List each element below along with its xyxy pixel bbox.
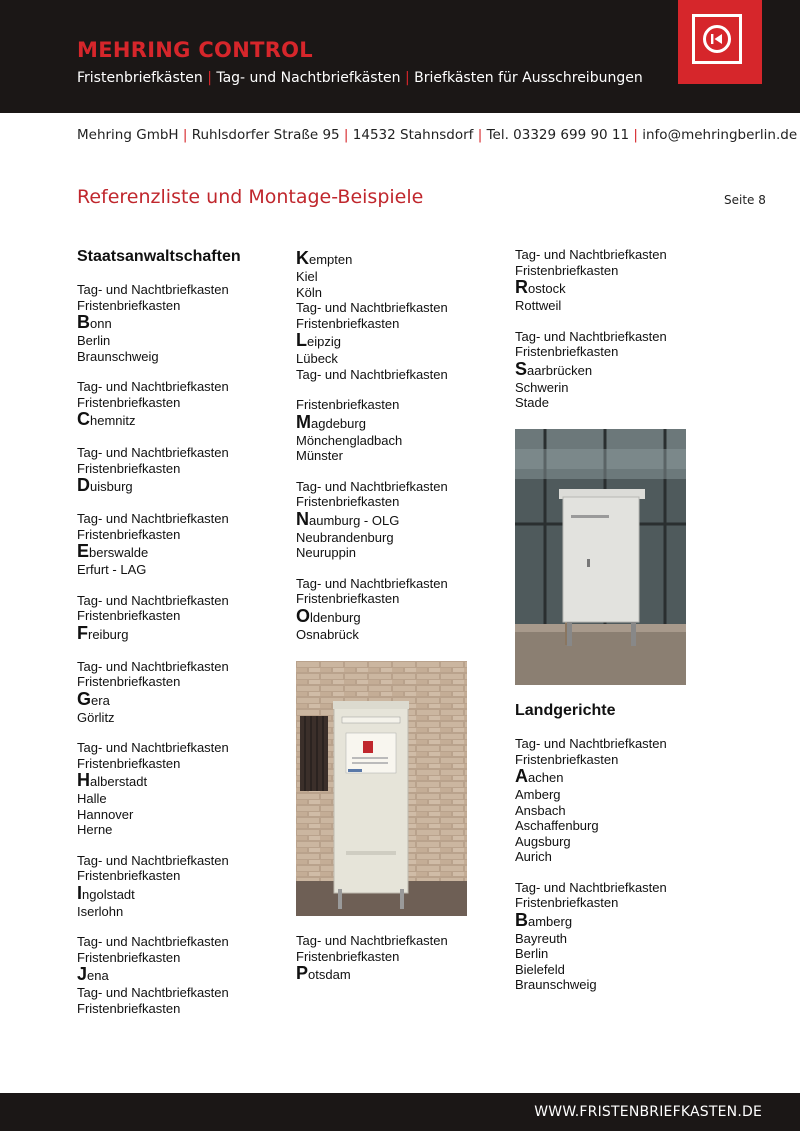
list-item: Tag- und Nachtbriefkasten [296, 478, 448, 494]
list-item: Tag- und Nachtbriefkasten [515, 328, 667, 344]
initial-letter: G [77, 688, 92, 709]
list-item: Lübeck [296, 351, 338, 366]
list-item: Ansbach [515, 802, 566, 818]
city-rest: ena [87, 968, 109, 983]
list-item: Fristenbriefkasten [77, 526, 181, 542]
list-item: Kiel [296, 269, 318, 284]
list-item: Amberg [515, 787, 561, 802]
list-item: Aschaffenburg [515, 818, 599, 833]
list-item: Berlin [77, 333, 111, 348]
street: Ruhlsdorfer Straße 95 [191, 127, 340, 143]
city-rest: aumburg - OLG [309, 512, 400, 528]
list-item: Fristenbriefkasten [77, 868, 181, 883]
list-item: Tag- und Nachtbriefkasten [77, 379, 229, 394]
initial-letter: S [515, 358, 528, 379]
initial-letter: D [77, 475, 90, 495]
city-rest: alberstadt [90, 774, 148, 789]
city-rest: eipzig [307, 334, 341, 349]
list-item: Neuruppin [296, 545, 356, 560]
page-title: Referenzliste und Montage-Beispiele [77, 186, 424, 208]
initial-letter: E [77, 541, 90, 561]
list-item: Tag- und Nachtbriefkasten [77, 658, 229, 674]
list-item: Schwerin [515, 379, 569, 395]
initial-letter: O [296, 605, 311, 626]
list-item: Fristenbriefkasten [77, 949, 181, 965]
list-item: Tag- und Nachtbriefkasten [296, 933, 448, 948]
city-entry [515, 767, 667, 787]
list-item: Fristenbriefkasten [296, 591, 400, 606]
list-item: Erfurt - LAG [77, 562, 147, 577]
initial-letter: A [515, 766, 528, 786]
initial-letter: B [77, 312, 90, 332]
city-entry [77, 542, 241, 562]
city-rest: uisburg [90, 479, 133, 494]
brand-name: MEHRING CONTROL [77, 38, 313, 62]
initial-letter: B [515, 909, 528, 930]
list-item: Fristenbriefkasten [296, 315, 400, 331]
company-logo-icon [678, 0, 762, 84]
list-item: Tag- und Nachtbriefkasten [77, 282, 229, 297]
spacer [77, 496, 241, 511]
city-rest: ngolstadt [82, 886, 135, 902]
list-item: Köln [296, 284, 323, 300]
spacer [296, 382, 448, 397]
city-rest: onn [90, 316, 112, 331]
initial-letter: F [77, 622, 88, 643]
list-item: Tag- und Nachtbriefkasten [77, 985, 229, 1000]
city-rest: ldenburg [310, 609, 361, 625]
list-item: Braunschweig [77, 348, 159, 364]
list-item: Stade [515, 395, 549, 410]
list-item: Berlin [515, 946, 549, 961]
list-item: Neubrandenburg [296, 529, 394, 545]
list-item: Tag- und Nachtbriefkasten [515, 247, 667, 262]
list-item: Görlitz [77, 709, 115, 725]
spacer [77, 430, 241, 445]
spacer [77, 838, 241, 853]
city-rest: otsdam [308, 967, 351, 982]
list-item: Rottweil [515, 298, 562, 313]
list-item: Mönchengladbach [296, 432, 403, 448]
section-heading: Landgerichte [515, 702, 616, 719]
city-entry [515, 278, 667, 298]
list-item: Osnabrück [296, 626, 359, 642]
list-item: Tag- und Nachtbriefkasten [77, 852, 229, 868]
list-item: Iserlohn [77, 903, 124, 919]
city-entry [77, 476, 241, 496]
city-rest: agdeburg [311, 415, 366, 431]
tagline: Fristenbriefkästen | Tag- und Nachtbriefkästen | Briefkästen für Ausschreibungen [77, 70, 643, 86]
tagline-item: Fristenbriefkästen [77, 70, 203, 86]
header-bar [0, 0, 800, 113]
city-entry [296, 413, 448, 433]
city-entry [296, 510, 448, 530]
city-rest: empten [309, 252, 353, 267]
city-rest: hemnitz [90, 413, 136, 428]
list-item: Fristenbriefkasten [77, 394, 181, 410]
contact-line: Mehring GmbH | Ruhlsdorfer Straße 95 | 14532 Stahnsdorf | Tel. 03329 699 90 11 | info@mehringberlin.de [77, 127, 798, 143]
footer-bar [0, 1093, 800, 1131]
city-entry [296, 249, 448, 269]
spacer [296, 464, 448, 479]
column-right-bottom [515, 702, 667, 993]
initial-letter: L [296, 330, 307, 350]
section-heading: Staatsanwaltschaften [77, 248, 241, 265]
list-item: Tag- und Nachtbriefkasten [77, 445, 229, 460]
city-entry [77, 884, 241, 904]
city-entry [77, 771, 241, 791]
initial-letter: J [77, 964, 88, 984]
list-item: Fristenbriefkasten [515, 262, 619, 278]
list-item: Tag- und Nachtbriefkasten [77, 740, 229, 755]
city-rest: achen [528, 770, 564, 785]
list-item: Tag- und Nachtbriefkasten [77, 934, 229, 949]
city: 14532 Stahnsdorf [352, 127, 474, 143]
list-item: Fristenbriefkasten [515, 344, 619, 359]
list-item: Fristenbriefkasten [77, 608, 181, 623]
city-rest: era [91, 692, 110, 708]
list-item: Tag- und Nachtbriefkasten [296, 300, 448, 315]
initial-letter: P [296, 963, 309, 983]
list-item: Fristenbriefkasten [77, 674, 181, 689]
city-entry [296, 607, 448, 627]
list-item: Fristenbriefkasten [77, 1000, 181, 1016]
list-item: Münster [296, 448, 343, 463]
list-item: Tag- und Nachtbriefkasten [515, 736, 667, 751]
letterbox-photo-glass [515, 429, 686, 685]
column-right-top [515, 247, 667, 411]
letterbox-photo-brick [296, 661, 467, 916]
spacer [77, 364, 241, 379]
initial-letter: R [515, 277, 528, 297]
list-item: Fristenbriefkasten [515, 751, 619, 767]
list-item: Bielefeld [515, 961, 565, 977]
page-number: Seite 8 [724, 193, 766, 207]
tagline-item: Tag- und Nachtbriefkästen [216, 70, 401, 86]
list-item: Braunschweig [515, 977, 597, 992]
column-middle [296, 249, 448, 642]
list-item: Tag- und Nachtbriefkasten [77, 592, 229, 608]
phone: Tel. 03329 699 90 11 [486, 127, 630, 143]
spacer [515, 314, 667, 329]
city-rest: berswalde [89, 545, 149, 560]
website-link[interactable]: WWW.FRISTENBRIEFKASTEN.DE [534, 1104, 762, 1120]
list-item: Tag- und Nachtbriefkasten [515, 879, 667, 895]
list-item: Fristenbriefkasten [296, 948, 400, 964]
spacer [77, 919, 241, 934]
list-item: Hannover [77, 806, 134, 822]
list-item: Fristenbriefkasten [77, 297, 181, 313]
list-item: Fristenbriefkasten [296, 494, 400, 509]
city-rest: ostock [528, 281, 566, 296]
spacer [77, 725, 241, 740]
city-rest: reiburg [88, 626, 129, 642]
list-item: Augsburg [515, 833, 571, 849]
city-entry [515, 911, 667, 931]
list-item: Fristenbriefkasten [77, 460, 181, 476]
city-entry [77, 624, 241, 644]
initial-letter: N [296, 508, 309, 529]
city-entry [77, 965, 241, 985]
initial-letter: I [77, 882, 83, 903]
tagline-item: Briefkästen für Ausschreibungen [414, 70, 643, 86]
list-item: Tag- und Nachtbriefkasten [77, 511, 229, 526]
list-item: Aurich [515, 849, 552, 864]
email-link[interactable]: info@mehringberlin.de [642, 127, 798, 143]
list-item: Fristenbriefkasten [296, 397, 400, 412]
initial-letter: M [296, 411, 311, 432]
list-item: Herne [77, 822, 113, 837]
list-item: Halle [77, 791, 107, 806]
city-rest: aarbrücken [527, 362, 593, 378]
city-rest: amberg [528, 913, 573, 929]
initial-letter: C [77, 409, 90, 429]
list-item: Fristenbriefkasten [77, 755, 181, 771]
list-item: Tag- und Nachtbriefkasten [296, 575, 448, 591]
city-entry [296, 964, 448, 984]
company-name: Mehring GmbH [77, 127, 179, 143]
column-middle-bottom [296, 933, 448, 984]
city-entry [296, 331, 448, 351]
column-left [77, 248, 241, 1016]
city-entry [77, 690, 241, 710]
list-item: Bayreuth [515, 930, 568, 946]
initial-letter: K [296, 248, 309, 268]
city-entry [77, 410, 241, 430]
spacer [515, 865, 667, 880]
spacer [296, 561, 448, 576]
city-entry [515, 360, 667, 380]
list-item: Tag- und Nachtbriefkasten [296, 366, 448, 382]
initial-letter: H [77, 770, 90, 790]
spacer [77, 578, 241, 593]
spacer [77, 644, 241, 659]
list-item: Fristenbriefkasten [515, 895, 619, 910]
city-entry [77, 313, 241, 333]
